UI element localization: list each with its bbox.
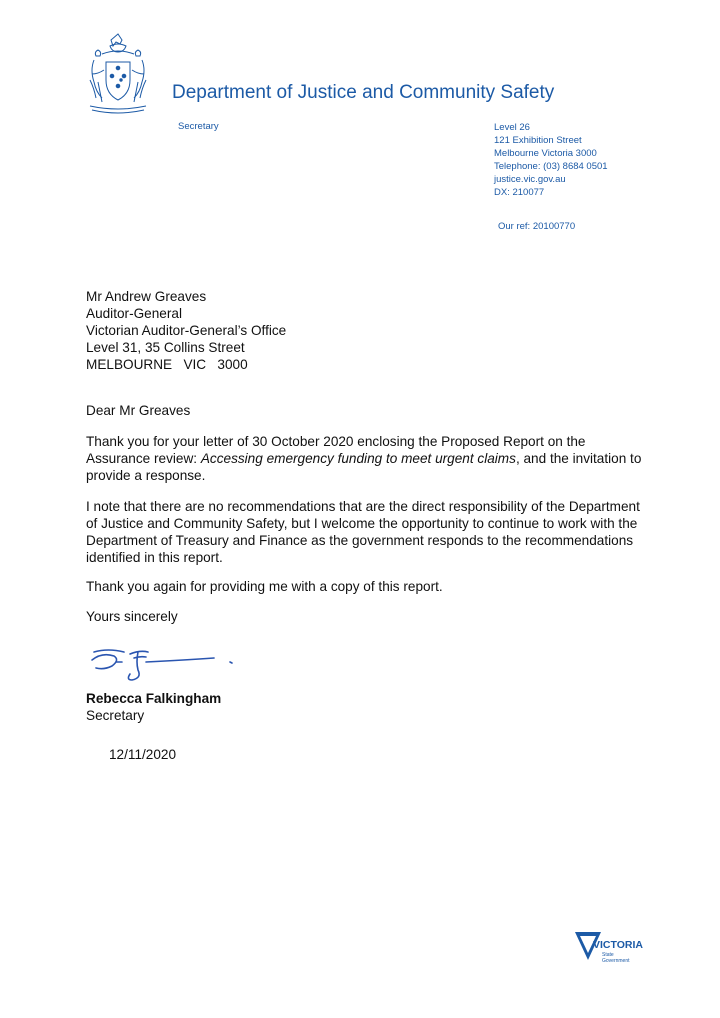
letter-date: 12/11/2020 xyxy=(109,747,177,762)
salutation: Dear Mr Greaves xyxy=(86,403,191,418)
address-line: 121 Exhibition Street xyxy=(494,135,582,146)
paragraph-1-end: , and the invitation to provide a response. xyxy=(86,451,642,483)
signer-name: Rebecca Falkingham xyxy=(86,691,222,706)
paragraph-1-text: Thank you for your letter of 30 October 2020 enclosing the Proposed Report on the Assurance review: xyxy=(86,434,586,466)
paragraph-1 xyxy=(86,433,646,484)
logo-sub-1: State xyxy=(602,952,614,958)
signer-title: Secretary xyxy=(86,708,145,723)
recipient-line: Level 31, 35 Collins Street xyxy=(86,340,245,355)
recipient-line: Mr Andrew Greaves xyxy=(86,289,207,304)
closing: Yours sincerely xyxy=(86,609,178,624)
telephone-line: Telephone: (03) 8684 0501 xyxy=(494,161,608,172)
recipient-line: MELBOURNE VIC 3000 xyxy=(86,357,248,372)
address-line: Level 26 xyxy=(494,122,530,133)
logo-word: VICTORIA xyxy=(593,939,643,951)
handwritten-signature xyxy=(86,640,246,684)
sender-address xyxy=(494,121,608,199)
website-line: justice.vic.gov.au xyxy=(494,174,566,185)
paragraph-3: Thank you again for providing me with a copy of this report. xyxy=(86,579,443,594)
office-label: Secretary xyxy=(178,121,219,132)
recipient-line: Victorian Auditor-General’s Office xyxy=(86,323,287,338)
victoria-state-government-logo xyxy=(575,930,645,970)
dx-line: DX: 210077 xyxy=(494,187,545,198)
recipient-address xyxy=(86,288,286,373)
paragraph-2: I note that there are no recommendations that are the direct responsibility of the Department of Justice and Community Safety, but I welcome the opportunity to continue to work with the Department of Treasury and Finance as the government responds to the recommendations identified in this report. xyxy=(86,499,640,565)
address-line: Melbourne Victoria 3000 xyxy=(494,148,597,159)
report-title: Accessing emergency funding to meet urgent claims xyxy=(200,451,516,466)
coat-of-arms-crest xyxy=(82,30,154,116)
logo-sub-2: Government xyxy=(602,958,630,964)
recipient-line: Auditor-General xyxy=(86,306,182,321)
reference-number: Our ref: 20100770 xyxy=(498,221,576,232)
department-name: Department of Justice and Community Safety xyxy=(172,82,555,103)
